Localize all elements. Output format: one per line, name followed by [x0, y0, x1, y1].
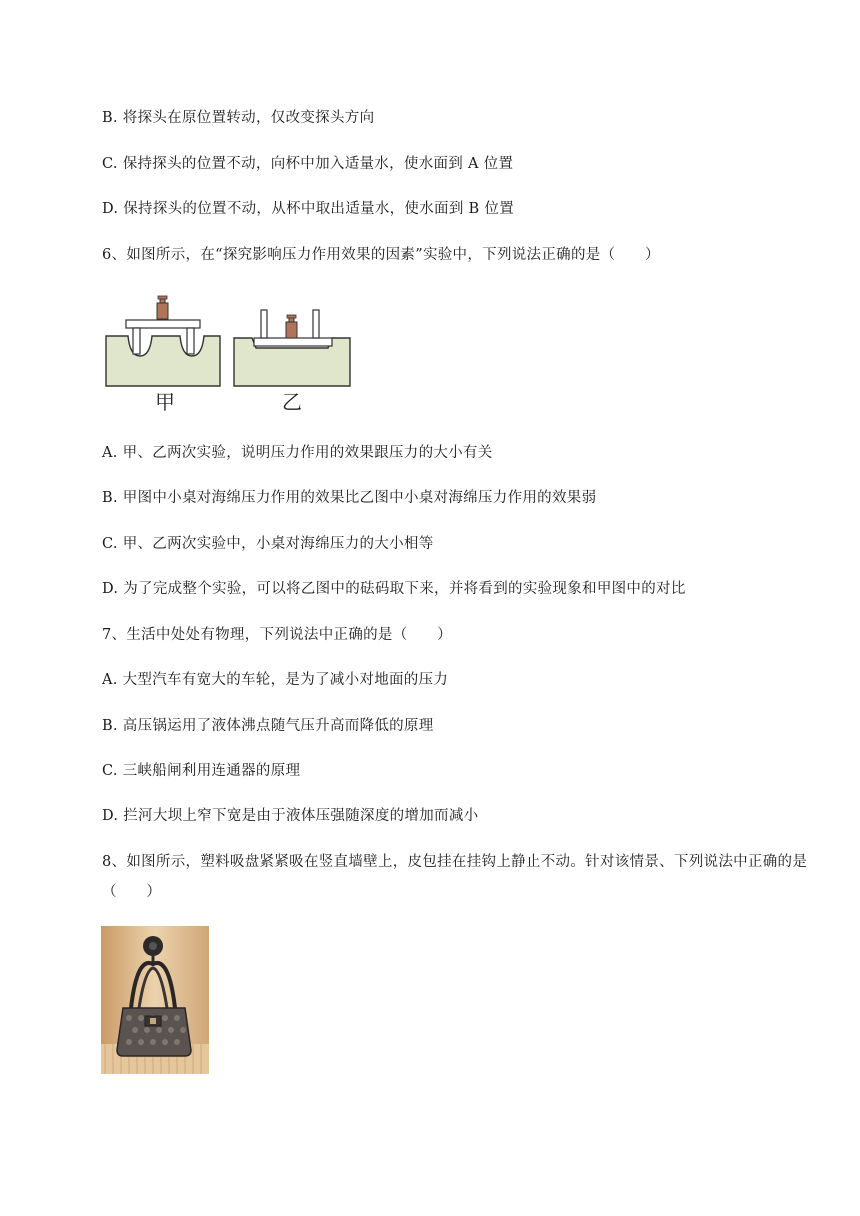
q6-option-d: D. 为了完成整个实验，可以将乙图中的砝码取下来，并将看到的实验现象和甲图中的对比	[102, 581, 686, 597]
q8-stem: 8、如图所示，塑料吸盘紧紧吸在竖直墙壁上，皮包挂在挂钩上静止不动。针对该情景、下列说法中正确的是（ ）	[102, 854, 808, 900]
q6-stem: 6、如图所示，在“探究影响压力作用效果的因素”实验中，下列说法正确的是（ ）	[102, 247, 660, 263]
figure-yi	[234, 310, 350, 386]
q6-option-b: B. 甲图中小桌对海绵压力作用的效果比乙图中小桌对海绵压力作用的效果弱	[102, 490, 597, 506]
q7-stem: 7、生活中处处有物理，下列说法中正确的是（ ）	[102, 627, 452, 643]
figure-jia	[106, 296, 220, 386]
q6-option-a: A. 甲、乙两次实验，说明压力作用的效果跟压力的大小有关	[102, 445, 493, 461]
q5-option-d: D. 保持探头的位置不动，从杯中取出适量水，使水面到 B 位置	[102, 201, 514, 217]
q5-option-c: C. 保持探头的位置不动，向杯中加入适量水，使水面到 A 位置	[102, 156, 514, 172]
q7-option-c: C. 三峡船闸利用连通器的原理	[102, 763, 301, 779]
q8-photo-handbag-on-wall-hook	[101, 926, 209, 1074]
q7-option-a: A. 大型汽车有宽大的车轮，是为了减小对地面的压力	[102, 672, 449, 688]
figure-label-yi: 乙	[282, 390, 302, 414]
q6-figure	[100, 290, 360, 390]
q6-option-c: C. 甲、乙两次实验中，小桌对海绵压力的大小相等	[102, 536, 434, 552]
q7-option-d: D. 拦河大坝上窄下宽是由于液体压强随深度的增加而减小	[102, 808, 479, 824]
q7-option-b: B. 高压锅运用了液体沸点随气压升高而降低的原理	[102, 718, 434, 734]
q5-option-b: B. 将探头在原位置转动，仅改变探头方向	[102, 110, 375, 126]
figure-label-jia: 甲	[155, 390, 175, 414]
